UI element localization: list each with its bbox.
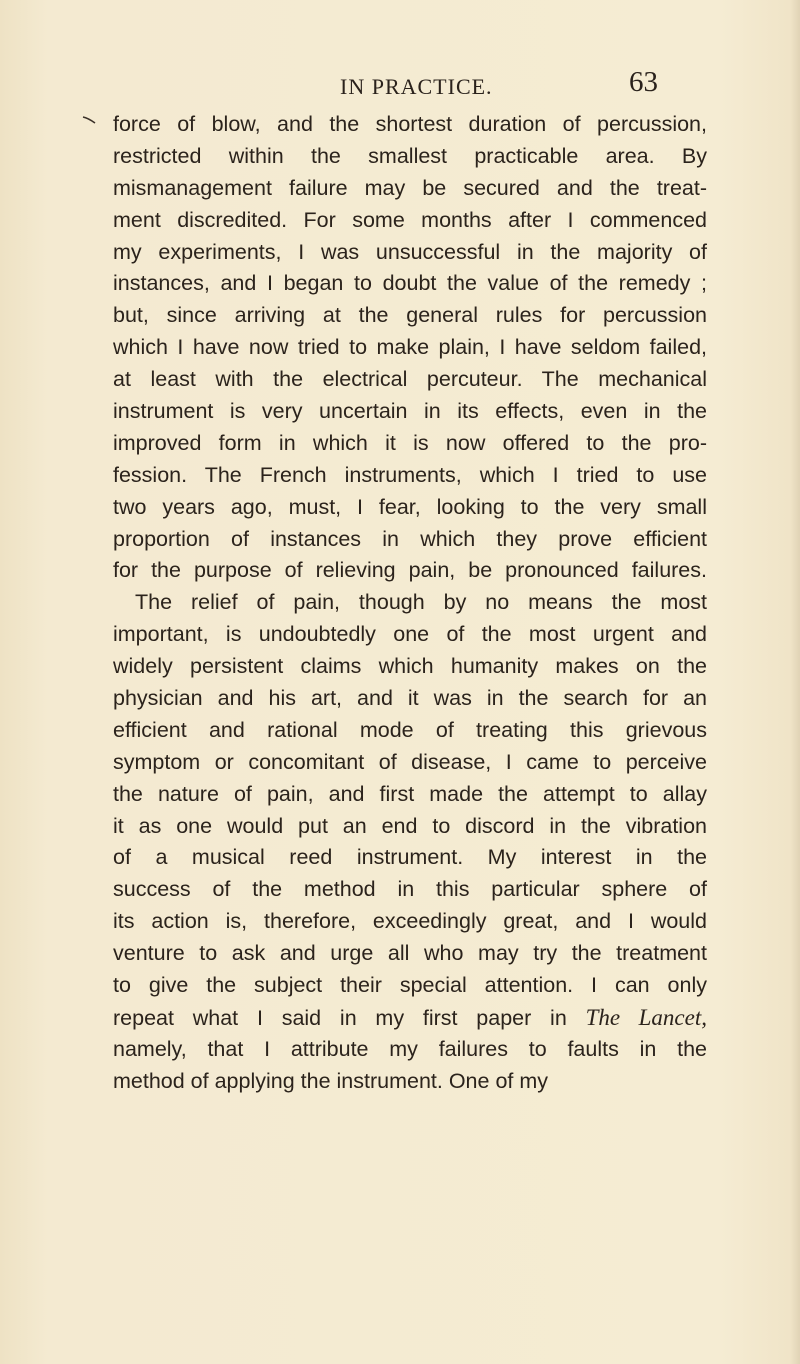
text-line: mismanagement failure may be secured and the treat- [113, 175, 707, 200]
text-line: The relief of pain, though by no means the most [135, 590, 707, 615]
text-line: physician and his art, and it was in the search for an [113, 686, 707, 711]
text-line: my experiments, I was unsuccessful in the majority of [113, 239, 707, 264]
text-line: symptom or concomitant of disease, I came to perceive [113, 749, 707, 774]
body-text [113, 109, 707, 1098]
text-line: its action is, therefore, exceedingly great, and I would [113, 909, 707, 934]
text-line: venture to ask and urge all who may try the treatment [113, 941, 707, 966]
text-line: fession. The French instruments, which I tried to use [113, 462, 707, 487]
text-line: force of blow, and the shortest duration of percussion, [113, 112, 707, 136]
text-line: ment discredited. For some months after I commenced [113, 207, 707, 232]
text-line: instances, and I began to doubt the value of the remedy ; [113, 271, 707, 296]
text-line-segment: repeat what I said in my first paper in [113, 1005, 586, 1030]
text-line: at least with the electrical percuteur. The mechanical [113, 367, 707, 392]
text-line: success of the method in this particular sphere of [113, 877, 707, 902]
margin-tick-mark [82, 116, 96, 124]
text-line: restricted within the smallest practicable area. By [113, 143, 707, 168]
running-head: IN PRACTICE. [340, 74, 493, 99]
text-line: but, since arriving at the general rules for percussion [113, 303, 707, 328]
text-line: widely persistent claims which humanity makes on the [113, 654, 707, 679]
page-number: 63 [629, 66, 658, 98]
text-line: two years ago, must, I fear, looking to the very small [113, 494, 707, 519]
text-line: it as one would put an end to discord in the vibration [113, 813, 707, 838]
text-line [113, 1002, 707, 1034]
text-line: efficient and rational mode of treating this grievous [113, 717, 707, 742]
text-line: method of applying the instrument. One of my [113, 1068, 549, 1093]
text-line: the nature of pain, and first made the attempt to allay [113, 781, 707, 806]
text-line: which I have now tried to make plain, I have seldom failed, [113, 335, 707, 360]
text-line: important, is undoubtedly one of the most urgent and [113, 622, 707, 647]
text-line: improved form in which it is now offered to the pro- [113, 430, 707, 455]
text-line: for the purpose of relieving pain, be pronounced failures. [113, 558, 707, 583]
text-line: instrument is very uncertain in its effects, even in the [113, 399, 707, 424]
text-line: of a musical reed instrument. My interest in the [113, 845, 707, 870]
text-line: namely, that I attribute my failures to faults in the [113, 1036, 707, 1061]
page-edge-shadow [790, 0, 800, 1364]
text-line: proportion of instances in which they prove efficient [113, 526, 707, 551]
italic-citation: The Lancet, [585, 1004, 707, 1030]
text-line: to give the subject their special attention. I can only [113, 973, 707, 998]
